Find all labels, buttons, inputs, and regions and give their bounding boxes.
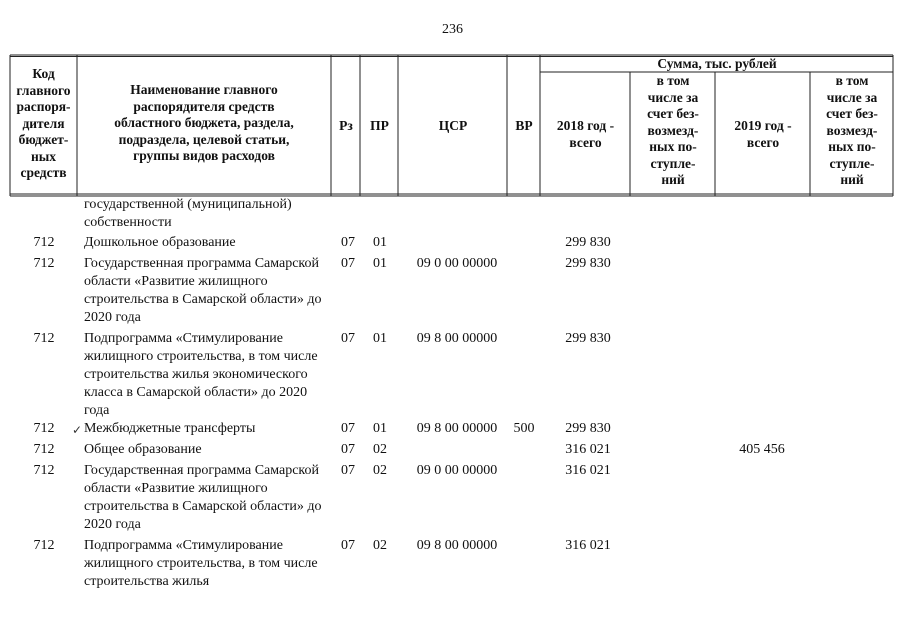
- row-csr: 09 8 00 00000: [416, 538, 498, 553]
- header-2019-free: в том числе за счет без- возмезд- ных по- ступле- ний: [826, 73, 878, 187]
- header-csr: ЦСР: [438, 118, 468, 133]
- row-name: Подпрограмма «Стимулирование жилищного строительства, в том числе строительства жилья: [84, 538, 318, 589]
- row-rz: 07: [341, 256, 355, 271]
- row-pr: 02: [373, 538, 387, 553]
- row-code: 712: [33, 235, 55, 250]
- row-vr: 500: [513, 421, 535, 436]
- header-vr: ВР: [515, 118, 533, 133]
- row-2018-total: 316 021: [565, 442, 611, 457]
- row-2018-total: 299 830: [565, 256, 611, 271]
- row-pr: 01: [373, 421, 387, 436]
- row-pr: 01: [373, 331, 387, 346]
- row-2018-total: 316 021: [565, 463, 611, 478]
- row-rz: 07: [341, 331, 355, 346]
- row-csr: 09 8 00 00000: [416, 331, 498, 346]
- header-code: Код главного распоря- дителя бюджет- ных средств: [16, 66, 71, 180]
- row-name: государственной (муниципальной) собственности: [84, 197, 292, 230]
- row-name: Государственная программа Самарской области «Развитие жилищного строительства в Самарской области» до 2020 года: [84, 463, 322, 532]
- row-csr: 09 8 00 00000: [416, 421, 498, 436]
- header-pr: ПР: [370, 118, 389, 133]
- row-pr: 02: [373, 463, 387, 478]
- header-2018-free: в том числе за счет без- возмезд- ных по- ступле- ний: [647, 73, 699, 187]
- header-2018-total: 2018 год - всего: [556, 118, 615, 150]
- row-2018-total: 299 830: [565, 331, 611, 346]
- row-code: 712: [33, 331, 55, 346]
- row-2018-total: 299 830: [565, 421, 611, 436]
- row-name: Подпрограмма «Стимулирование жилищного строительства, в том числе строительства жилья экономического класса в Самарской области» до 2020 года: [84, 331, 318, 418]
- page-number: 236: [442, 22, 463, 37]
- row-name: Общее образование: [84, 442, 202, 457]
- row-name: Дошкольное образование: [84, 235, 236, 250]
- row-2019-total: 405 456: [739, 442, 785, 457]
- header-name: Наименование главного распорядителя средств областного бюджета, раздела, подраздела, целевой статьи, группы видов расходов: [114, 82, 294, 163]
- tick-mark-icon: ✓: [72, 423, 83, 437]
- row-code: 712: [33, 463, 55, 478]
- row-name: Государственная программа Самарской области «Развитие жилищного строительства в Самарской области» до 2020 года: [84, 256, 322, 325]
- row-2018-total: 299 830: [565, 235, 611, 250]
- header-2019-total: 2019 год - всего: [734, 118, 792, 150]
- row-name: Межбюджетные трансферты: [84, 421, 256, 436]
- row-rz: 07: [341, 235, 355, 250]
- row-rz: 07: [341, 538, 355, 553]
- row-csr: 09 0 00 00000: [416, 256, 498, 271]
- row-code: 712: [33, 442, 55, 457]
- row-pr: 02: [373, 442, 387, 457]
- row-code: 712: [33, 421, 55, 436]
- row-pr: 01: [373, 256, 387, 271]
- row-rz: 07: [341, 463, 355, 478]
- row-code: 712: [33, 256, 55, 271]
- row-code: 712: [33, 538, 55, 553]
- row-rz: 07: [341, 442, 355, 457]
- row-2018-total: 316 021: [565, 538, 611, 553]
- row-rz: 07: [341, 421, 355, 436]
- row-csr: 09 0 00 00000: [416, 463, 498, 478]
- header-rz: Рз: [339, 118, 353, 133]
- row-pr: 01: [373, 235, 387, 250]
- header-sum: Сумма, тыс. рублей: [657, 56, 777, 71]
